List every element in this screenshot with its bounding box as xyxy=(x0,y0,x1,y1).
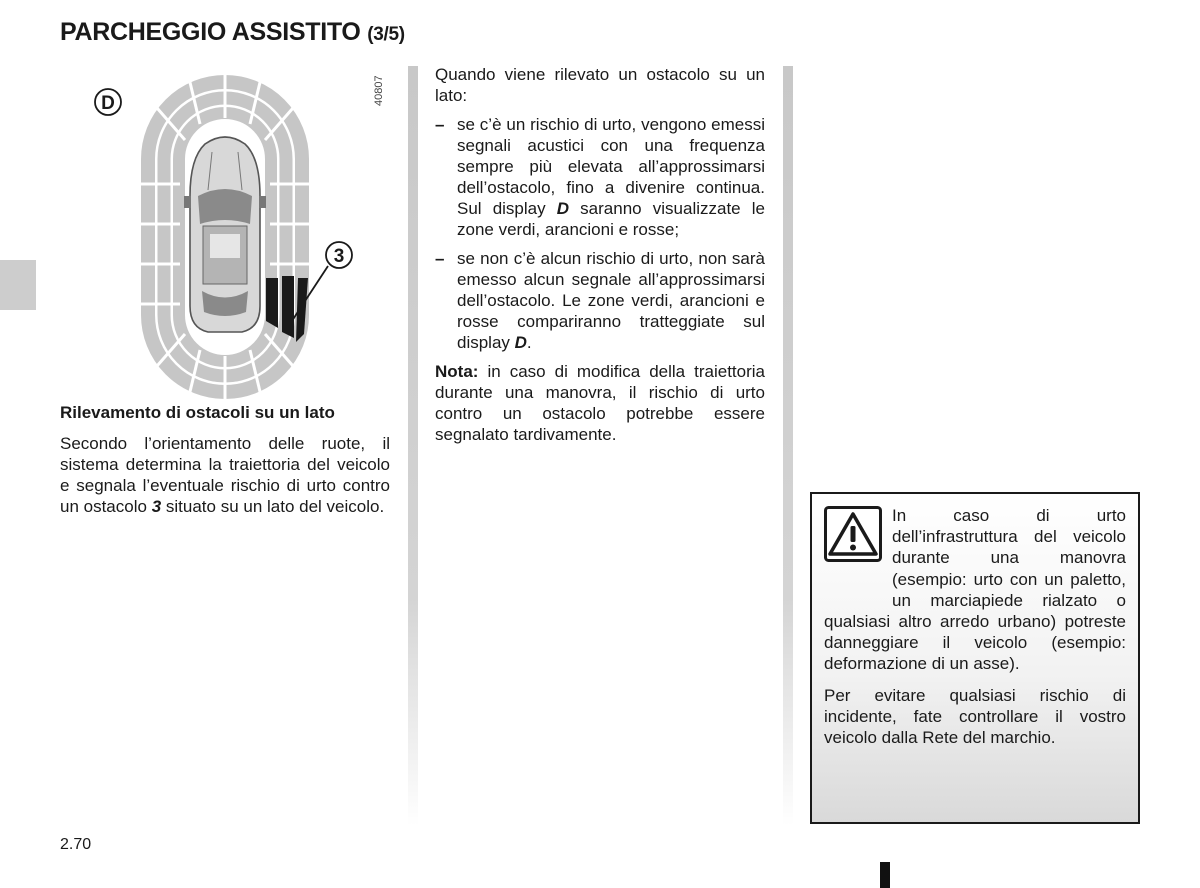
page-title-part: (3/5) xyxy=(367,24,405,45)
text-run: se non c’è alcun rischio di urto, non sarà emesso alcun segnale all’approssimarsi dell’ostacolo. Le zone verdi, arancioni e rosse compariranno tratteggiate sul display xyxy=(457,249,765,352)
column-middle xyxy=(435,64,765,453)
crop-mark xyxy=(880,862,890,888)
text-run: . xyxy=(526,333,532,352)
section-heading: Rilevamento di ostacoli su un lato xyxy=(60,403,335,422)
text-run: saranno visualizzate le zone verdi, arancioni e rosse; xyxy=(457,199,765,239)
text-run: situato su un lato del veicolo. xyxy=(161,497,385,516)
note-label: Nota: xyxy=(435,362,479,381)
parking-display-illustration xyxy=(60,66,390,401)
page-title-text: PARCHEGGIO ASSISTITO xyxy=(60,18,361,46)
warning-paragraph-2: Per evitare qualsiasi rischio di incidente, fate controllare il vostro veicolo dalla Rete del marchio. xyxy=(824,685,1126,748)
paragraph-side-detection xyxy=(60,433,390,517)
column-left xyxy=(60,402,390,517)
label-3: 3 xyxy=(333,246,345,267)
warning-text xyxy=(824,505,1126,758)
ref-d: D xyxy=(556,199,570,218)
ref-d: D xyxy=(514,333,527,352)
warning-box xyxy=(810,492,1140,824)
text-run: se c’è un rischio di urto, vengono emessi segnali acustici con una frequenza sempre più elevata all’approssimarsi dell’ostacolo, fino a divenire continua. Sul display xyxy=(457,115,765,218)
page-number: 2.70 xyxy=(60,836,92,853)
car-top-view xyxy=(184,137,266,332)
list-item xyxy=(435,114,765,240)
label-d: D xyxy=(101,93,115,114)
dash-marker: – xyxy=(435,115,445,134)
text-run: Secondo l’orientamento delle ruote, il sistema determina la traiettoria del veicolo e segnala l’eventuale rischio di urto contro un ostacolo xyxy=(60,434,390,516)
column-divider-right xyxy=(783,66,793,826)
figure-ref-code: 40807 xyxy=(373,75,385,106)
paragraph-intro: Quando viene rilevato un ostacolo su un lato: xyxy=(435,65,765,105)
warning-paragraph-1: In caso di urto dell’infrastruttura del veicolo durante una manovra (esempio: urto con un paletto, un marciapiede rialzato o qualsiasi altro arredo urbano) potreste danneggiare il veicolo (esempio: deformazione di un asse). xyxy=(824,506,1126,674)
note-text: in caso di modifica della traiettoria durante una manovra, il rischio di urto contro un ostacolo potrebbe essere segnalato tardivamente. xyxy=(435,362,765,444)
paragraph-note xyxy=(435,361,765,445)
page-title xyxy=(60,18,405,47)
column-divider-left xyxy=(408,66,418,826)
bullet-list xyxy=(435,114,765,353)
section-tab-marker xyxy=(0,260,36,310)
list-item xyxy=(435,248,765,353)
dash-marker: – xyxy=(435,249,445,268)
parking-display-figure xyxy=(60,66,390,401)
ref-3: 3 xyxy=(151,497,162,516)
